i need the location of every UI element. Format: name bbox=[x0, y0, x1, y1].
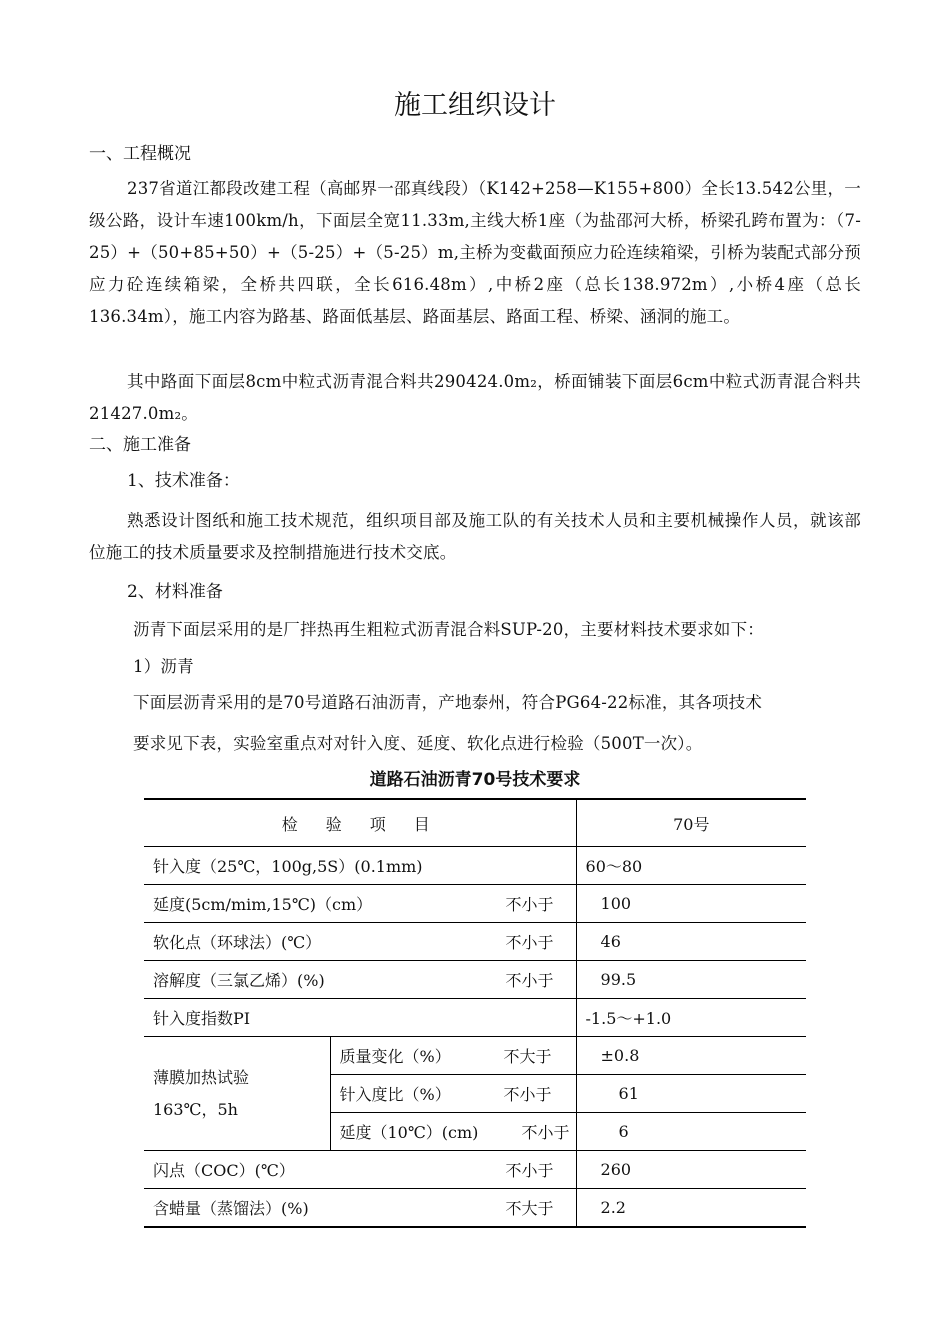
section-heading-preparation: 二、施工准备 bbox=[89, 435, 191, 455]
table-row bbox=[144, 847, 806, 885]
row-item: 延度(5cm/mim,15℃)（cm） bbox=[153, 895, 373, 914]
row-value: 2.2 bbox=[576, 1189, 806, 1228]
tfot-label bbox=[144, 1037, 330, 1151]
tfot-subrow-value: 6 bbox=[576, 1113, 806, 1151]
row-item: 闪点（COC）(℃） bbox=[153, 1161, 295, 1180]
table-header-row bbox=[144, 799, 806, 847]
row-cond: 不小于 bbox=[505, 971, 554, 990]
tfot-subrow-value: 61 bbox=[576, 1075, 806, 1113]
tfot-subrow-item: 质量变化（%） bbox=[339, 1047, 451, 1066]
row-value: -1.5～+1.0 bbox=[576, 999, 806, 1037]
asphalt-heading: 1）沥青 bbox=[133, 657, 194, 676]
section-heading-overview: 一、工程概况 bbox=[89, 144, 191, 164]
tfot-label-line1: 薄膜加热试验 bbox=[153, 1067, 250, 1087]
row-cond: 不小于 bbox=[505, 933, 554, 952]
materials-paragraph: 沥青下面层采用的是厂拌热再生粗粒式沥青混合料SUP-20，主要材料技术要求如下： bbox=[133, 620, 764, 639]
row-item: 含蜡量（蒸馏法）(%) bbox=[153, 1199, 309, 1218]
table-row bbox=[144, 961, 806, 999]
row-cond: 不小于 bbox=[505, 895, 554, 914]
table-row bbox=[144, 999, 806, 1037]
row-item: 溶解度（三氯乙烯）(%) bbox=[153, 971, 325, 990]
page-title: 施工组织设计 bbox=[394, 90, 556, 121]
overview-paragraph-1: 237省道江都段改建工程（高邮界一邵真线段）（K142+258—K155+800）全长13.542公里，一级公路，设计车速100km/h，下面层全宽11.33m,主线大桥1座（为盐邵河大桥，桥梁孔跨布置为：（7-25）+（50+85+50）+（5-25）+（5-25）m,主桥为变截面预应力砼连续箱梁，引桥为装配式部分预应力砼连续箱梁，全桥共四联，全长616.48m）,中桥2座（总长138.972m）,小桥4座（总长136.34m），施工内容为路基、路面低基层、路面基层、路面工程、桥梁、涵洞的施工。 bbox=[89, 179, 861, 326]
row-value: 46 bbox=[576, 923, 806, 961]
row-item: 软化点（环球法）(℃） bbox=[153, 933, 322, 952]
table-row bbox=[144, 923, 806, 961]
row-item: 针入度（25℃，100g,5S）(0.1mm) bbox=[144, 847, 576, 885]
table-row-tfot bbox=[144, 1037, 806, 1075]
subsection-heading-technical: 1、技术准备： bbox=[127, 471, 240, 491]
overview-paragraph-2: 其中路面下面层8cm中粒式沥青混合料共290424.0m₂，桥面铺装下面层6cm中粒式沥青混合料共21427.0m₂。 bbox=[89, 372, 861, 423]
header-item: 检验项目 bbox=[144, 799, 576, 847]
table-row bbox=[144, 1189, 806, 1228]
row-value: 100 bbox=[576, 885, 806, 923]
tfot-subrow-cond: 不大于 bbox=[503, 1047, 552, 1066]
tfot-label-line2: 163℃，5h bbox=[153, 1099, 238, 1119]
table-title: 道路石油沥青70号技术要求 bbox=[369, 770, 581, 790]
row-value: 60～80 bbox=[576, 847, 806, 885]
table-row bbox=[144, 885, 806, 923]
header-value: 70号 bbox=[576, 799, 806, 847]
table-row bbox=[144, 1151, 806, 1189]
tfot-subrow-cond: 不小于 bbox=[503, 1085, 552, 1104]
row-value: 99.5 bbox=[576, 961, 806, 999]
row-cond: 不小于 bbox=[505, 1161, 554, 1180]
row-value: 260 bbox=[576, 1151, 806, 1189]
tfot-subrow-item: 延度（10℃）(cm) bbox=[339, 1123, 479, 1142]
subsection-heading-materials: 2、材料准备 bbox=[127, 582, 223, 602]
tfot-subrow-value: ±0.8 bbox=[576, 1037, 806, 1075]
asphalt-spec-table bbox=[144, 798, 806, 1228]
row-item: 针入度指数PI bbox=[144, 999, 576, 1037]
tfot-subrow-cond: 不小于 bbox=[521, 1123, 570, 1142]
tfot-subrow-item: 针入度比（%） bbox=[339, 1085, 451, 1104]
asphalt-line-1: 下面层沥青采用的是70号道路石油沥青，产地泰州，符合PG64-22标准，其各项技术 bbox=[133, 693, 763, 712]
row-cond: 不大于 bbox=[505, 1199, 554, 1218]
asphalt-line-2: 要求见下表，实验室重点对对针入度、延度、软化点进行检验（500T一次）。 bbox=[133, 734, 703, 753]
technical-paragraph: 熟悉设计图纸和施工技术规范，组织项目部及施工队的有关技术人员和主要机械操作人员，就该部位施工的技术质量要求及控制措施进行技术交底。 bbox=[89, 511, 861, 562]
